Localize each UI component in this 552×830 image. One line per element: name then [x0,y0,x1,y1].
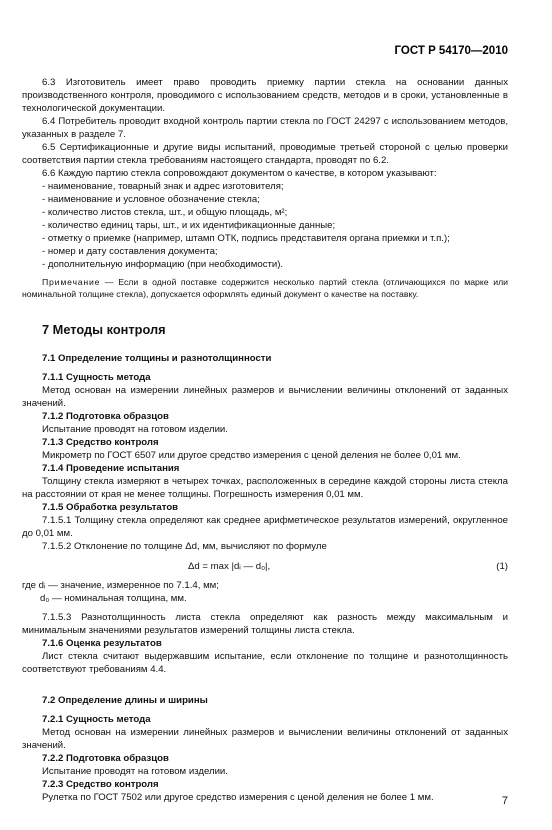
text-7-1-5-3: 7.1.5.3 Разнотолщинность листа стекла определяют как разность между максимальным и минимальным значениями результатов измерений толщины листа стекла. [22,612,508,636]
formula-thickness-deviation: Δd = max |dᵢ — d₀|, [188,561,271,572]
text-7-1-2: Испытание проводят на готовом изделии. [42,424,228,435]
heading-7-1-4: 7.1.4 Проведение испытания [42,463,180,474]
equation-number: (1) [496,561,508,572]
heading-7-1-5: 7.1.5 Обработка результатов [42,502,179,513]
text-7-1-5-2: 7.1.5.2 Отклонение по толщине Δd, мм, вычисляют по формуле [42,541,327,552]
page-number: 7 [501,795,508,807]
formula-row [22,557,508,577]
note [22,276,508,300]
note-label: Примечание [42,277,101,287]
text-7-1-1: Метод основан на измерении линейных размеров и вычислении величины отклонений от заданных значений. [22,385,508,409]
heading-7-1-3: 7.1.3 Средство контроля [42,437,159,448]
list-item: - дополнительную информацию (при необходимости). [42,259,284,270]
paragraph-6-3: 6.3 Изготовитель имеет право проводить приемку партии стекла на основании данных производственного контроля, проводимого с использованием средств, методов и в сроки, установленные в технологической документации. [22,77,508,114]
list-item: - количество листов стекла, шт., и общую площадь, м²; [42,207,288,218]
list-item: - номер и дату составления документа; [42,246,218,257]
formula-legend-d0-text: d₀ — номинальная толщина, мм. [40,593,187,604]
heading-7-2-2: 7.2.2 Подготовка образцов [42,753,169,764]
text-7-2-1: Метод основан на измерении линейных размеров и вычислении величины отклонений от заданных значений. [22,727,508,751]
list-item: - отметку о приемке (например, штамп ОТК, подпись представителя органа приемки и т.п.); [42,233,450,244]
subsection-7-2-title: 7.2 Определение длины и ширины [42,695,208,706]
heading-7-2-3: 7.2.3 Средство контроля [42,779,159,790]
formula-legend-di: где dᵢ — значение, измеренное по 7.1.4, мм; [22,580,219,591]
formula-legend-d0 [22,592,508,605]
paragraph-6-6: 6.6 Каждую партию стекла сопровождают документом о качестве, в котором указывают: [42,168,437,179]
list-item: - количество единиц тары, шт., и их идентификационные данные; [42,220,336,231]
text-7-1-3: Микрометр по ГОСТ 6507 или другое средство измерения с ценой деления не более 0,01 мм. [42,450,461,461]
list-item: - наименование и условное обозначение стекла; [42,194,260,205]
paragraph-6-5: 6.5 Сертификационные и другие виды испытаний, проводимые третьей стороной с целью проверки соответствия партии стекла требованиям настоящего стандарта, проводят по 6.2. [22,142,508,166]
heading-7-1-1: 7.1.1 Сущность метода [42,372,151,383]
text-7-1-4: Толщину стекла измеряют в четырех точках, расположенных в середине каждой стороны листа стекла на расстоянии от края не менее толщины. Погрешность измерения 0,01 мм. [22,476,508,500]
heading-7-1-2: 7.1.2 Подготовка образцов [42,411,169,422]
text-7-1-6: Лист стекла считают выдержавшим испытание, если отклонение по толщине и разнотолщинность соответствуют требованиям 4.4. [22,651,508,675]
page-content [22,76,508,804]
section-7-title: 7 Методы контроля [42,322,166,337]
list-item: - наименование, товарный знак и адрес изготовителя; [42,181,284,192]
heading-7-2-1: 7.2.1 Сущность метода [42,714,151,725]
heading-7-1-6: 7.1.6 Оценка результатов [42,638,162,649]
note-text: — Если в одной поставке содержится несколько партий стекла (отличающихся по марке или номинальной толщине стекла), допускается оформлять единый документ о качестве на поставку. [22,277,508,299]
paragraph-6-4: 6.4 Потребитель проводит входной контроль партии стекла по ГОСТ 24297 с использованием методов, указанных в разделе 7. [22,116,508,140]
text-7-2-2: Испытание проводят на готовом изделии. [42,766,228,777]
subsection-7-1-title: 7.1 Определение толщины и разнотолщинности [42,353,272,364]
text-7-2-3: Рулетка по ГОСТ 7502 или другое средство измерения с ценой деления не более 1 мм. [42,792,434,803]
standard-code-header: ГОСТ Р 54170—2010 [394,45,508,57]
text-7-1-5-1: 7.1.5.1 Толщину стекла определяют как среднее арифметическое результатов измерений, округленное до 0,01 мм. [22,515,508,539]
